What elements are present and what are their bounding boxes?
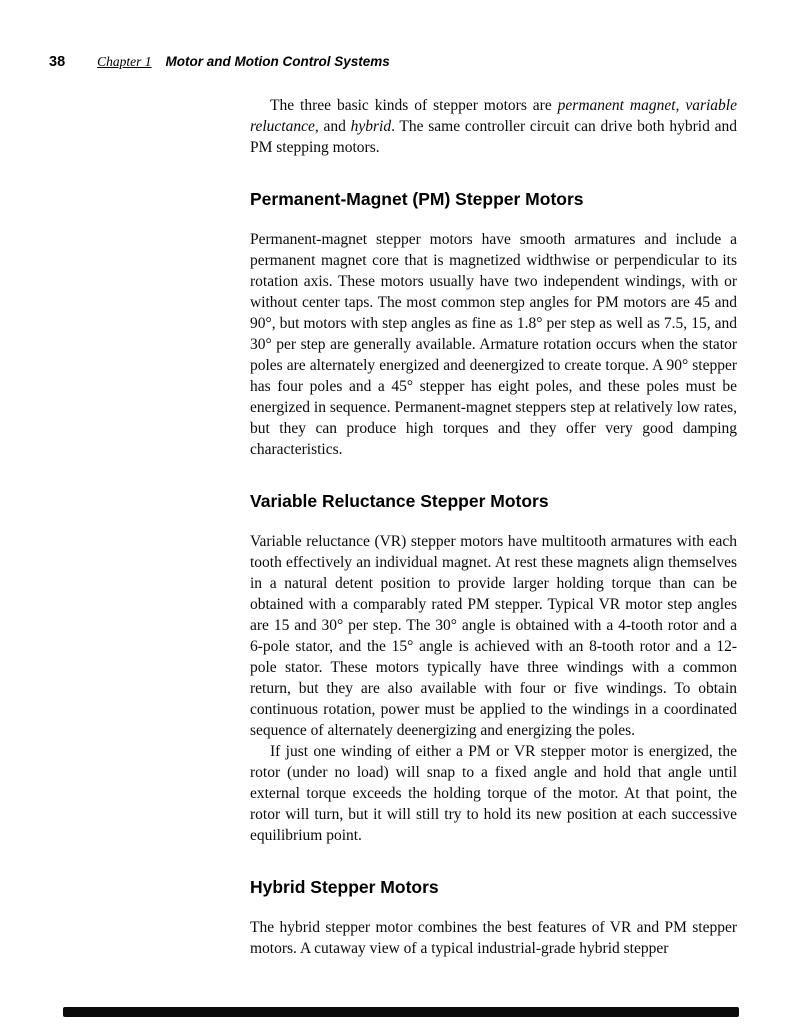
section-pm-stepper (250, 189, 737, 460)
scan-artifact-bar (63, 1007, 739, 1017)
text-column (250, 95, 737, 959)
section-paragraph: The hybrid stepper motor combines the best features of VR and PM stepper motors. A cutaway view of a typical industrial-grade hybrid stepper (250, 919, 737, 957)
section-vr-stepper (250, 491, 737, 846)
page-number: 38 (49, 54, 66, 70)
section-paragraph: Variable reluctance (VR) stepper motors have multitooth armatures with each tooth effectively an individual magnet. At rest these magnets align themselves in a natural detent position to provide larger holding torque than can be obtained with a comparably rated PM stepper. Typical VR motor step angles are 15 and 30° per step. The 30° angle is obtained with a 4-tooth rotor and a 6-pole stator, and the 15° angle is achieved with an 8-tooth rotor and a 12-pole stator. These motors typically have three windings with a common return, but they are also available with four or five windings. To obtain continuous rotation, power must be applied to the windings in a coordinated sequence of alternately deenergizing and energizing the poles. (250, 533, 737, 739)
section-hybrid-stepper (250, 877, 737, 959)
intro-segment-italic: permanent magnet, variable reluctance, (250, 97, 737, 135)
section-heading: Permanent-Magnet (PM) Stepper Motors (250, 189, 584, 209)
intro-segment: The three basic kinds of stepper motors are (270, 97, 558, 114)
intro-paragraph (250, 95, 737, 158)
book-title: Motor and Motion Control Systems (165, 54, 390, 69)
running-head (49, 54, 390, 70)
intro-segment-italic: hybrid (350, 118, 392, 135)
section-heading: Variable Reluctance Stepper Motors (250, 491, 549, 511)
section-heading: Hybrid Stepper Motors (250, 877, 439, 897)
section-paragraph: If just one winding of either a PM or VR stepper motor is energized, the rotor (under no load) will snap to a fixed angle and hold that angle until external torque exceeds the holding torque of the motor. At that point, the rotor will turn, but it will still try to hold its new position at each successive equilibrium point. (250, 743, 737, 844)
intro-segment: and (318, 118, 351, 135)
section-paragraph: Permanent-magnet stepper motors have smooth armatures and include a permanent magnet core that is magnetized widthwise or perpendicular to its rotation axis. These motors usually have two independent windings, with or without center taps. The most common step angles for PM motors are 45 and 90°, but motors with step angles as fine as 1.8° per step as well as 7.5, 15, and 30° per step are generally available. Armature rotation occurs when the stator poles are alternately energized and deenergized to create torque. A 90° stepper has four poles and a 45° stepper has eight poles, and these poles must be energized in sequence. Permanent-magnet steppers step at relatively low rates, but they can produce high torques and they offer very good damping characteristics. (250, 231, 737, 458)
intro-segment: . The same controller circuit can drive both hybrid and PM stepping motors. (250, 118, 737, 156)
chapter-label: Chapter 1 (97, 54, 152, 69)
